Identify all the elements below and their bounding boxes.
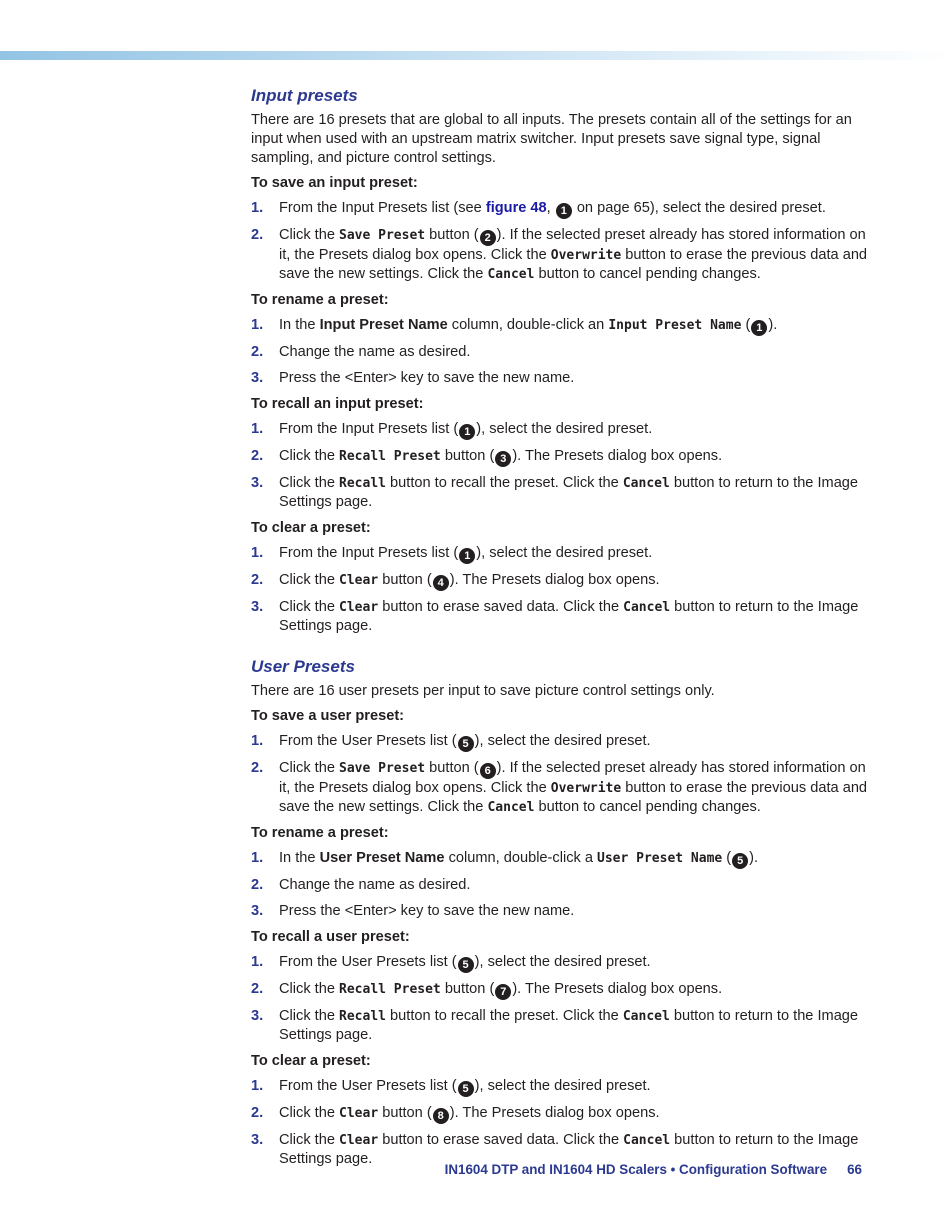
callout-6-icon: 6	[480, 763, 496, 779]
step-number: 3.	[251, 1008, 264, 1024]
clear-button-ref: Clear	[339, 573, 379, 588]
column-name: Input Preset Name	[319, 317, 448, 333]
step: 1. From the Input Presets list (see figure 48, 1 on page 65), select the desired preset.	[251, 200, 826, 217]
step-number: 2.	[251, 760, 264, 776]
callout-5-icon: 5	[458, 957, 474, 973]
step: 3. Click the Clear button to erase saved data. Click the Cancel button to return to the Image Settings page.	[251, 599, 859, 634]
step: 2. Click the Clear button ( 4 ). The Presets dialog box opens.	[251, 572, 660, 589]
callout-1-icon: 1	[459, 424, 475, 440]
step-number: 3.	[251, 903, 264, 919]
clear-button-ref: Clear	[339, 1106, 379, 1121]
step: 3. Click the Recall button to recall the preset. Click the Cancel button to return to the Image Settings page.	[251, 475, 859, 510]
step-number: 1.	[251, 1078, 264, 1094]
save-preset-button-ref: Save Preset	[339, 761, 426, 776]
steps-list	[251, 732, 871, 817]
step: 3. Press the <Enter> key to save the new name.	[251, 903, 575, 919]
step-number: 1.	[251, 200, 264, 216]
step: 2. Click the Save Preset button ( 6 ). If the selected preset already has stored information on it, the Presets dialog box opens. Click the Overwrite button to erase the previous data and save the new settings. Click the Cancel button to cancel pending changes.	[251, 760, 868, 815]
steps-list	[251, 849, 871, 921]
procedure-heading: To clear a preset:	[251, 1053, 371, 1069]
save-preset-button-ref: Save Preset	[339, 228, 426, 243]
recall-button-ref: Recall	[339, 476, 386, 491]
steps-list	[251, 316, 871, 388]
step-number: 1.	[251, 850, 264, 866]
section-intro: There are 16 presets that are global to all inputs. The presets contain all of the settings for an input when used with an upstream matrix switcher. Input presets save signal type, signal sampling, and picture control settings.	[251, 112, 852, 166]
step: 1. From the User Presets list ( 5 ), select the desired preset.	[251, 733, 651, 750]
step: 2. Change the name as desired.	[251, 877, 471, 893]
step-number: 1.	[251, 733, 264, 749]
step-number: 1.	[251, 421, 264, 437]
step-number: 2.	[251, 572, 264, 588]
step: 1. From the User Presets list ( 5 ), select the desired preset.	[251, 1078, 651, 1095]
overwrite-button-ref: Overwrite	[550, 248, 622, 263]
steps-list	[251, 544, 871, 636]
step: 3. Press the <Enter> key to save the new name.	[251, 370, 575, 386]
step: 3. Click the Clear button to erase saved data. Click the Cancel button to return to the Image Settings page.	[251, 1132, 859, 1167]
step: 1. In the User Preset Name column, double-click a User Preset Name ( 5 ).	[251, 850, 759, 867]
page-content	[251, 85, 871, 1176]
step: 1. From the User Presets list ( 5 ), select the desired preset.	[251, 954, 651, 971]
cancel-button-ref: Cancel	[622, 1009, 670, 1024]
cancel-button-ref: Cancel	[622, 476, 670, 491]
procedure-heading: To rename a preset:	[251, 825, 389, 841]
section-title-input-presets: Input presets	[251, 86, 358, 105]
user-preset-name-ref: User Preset Name	[597, 851, 723, 866]
callout-1-icon: 1	[459, 548, 475, 564]
figure-48-link[interactable]: figure 48	[485, 200, 547, 216]
step-number: 2.	[251, 344, 264, 360]
step: 2. Click the Clear button ( 8 ). The Presets dialog box opens.	[251, 1105, 660, 1122]
step-number: 2.	[251, 981, 264, 997]
callout-1-icon: 1	[751, 320, 767, 336]
step-number: 3.	[251, 1132, 264, 1148]
cancel-button-ref: Cancel	[623, 1133, 671, 1148]
footer-title: IN1604 DTP and IN1604 HD Scalers • Configuration Software	[444, 1162, 828, 1177]
recall-preset-button-ref: Recall Preset	[339, 449, 441, 464]
step: 2. Click the Recall Preset button ( 3 ). The Presets dialog box opens.	[251, 448, 723, 465]
callout-7-icon: 7	[495, 984, 511, 1000]
callout-2-icon: 2	[480, 230, 496, 246]
step-number: 2.	[251, 1105, 264, 1121]
step: 1. From the Input Presets list ( 1 ), select the desired preset.	[251, 421, 653, 438]
callout-5-icon: 5	[458, 736, 474, 752]
callout-3-icon: 3	[495, 451, 511, 467]
step: 1. From the Input Presets list ( 1 ), select the desired preset.	[251, 545, 653, 562]
step-number: 1.	[251, 317, 264, 333]
cancel-button-ref: Cancel	[487, 800, 535, 815]
input-preset-name-ref: Input Preset Name	[608, 318, 742, 333]
recall-button-ref: Recall	[339, 1009, 386, 1024]
header-gradient-bar	[0, 51, 950, 60]
step-number: 3.	[251, 475, 264, 491]
step-number: 3.	[251, 599, 264, 615]
callout-5-icon: 5	[458, 1081, 474, 1097]
step: 2. Click the Recall Preset button ( 7 ). The Presets dialog box opens.	[251, 981, 723, 998]
clear-button-ref: Clear	[339, 1133, 379, 1148]
procedure-heading: To rename a preset:	[251, 292, 389, 308]
procedure-heading: To recall a user preset:	[251, 929, 410, 945]
step: 1. In the Input Preset Name column, double-click an Input Preset Name ( 1 ).	[251, 317, 778, 334]
clear-button-ref: Clear	[339, 600, 379, 615]
step-number: 2.	[251, 448, 264, 464]
callout-5-icon: 5	[732, 853, 748, 869]
recall-preset-button-ref: Recall Preset	[339, 982, 441, 997]
steps-list	[251, 199, 871, 284]
cancel-button-ref: Cancel	[487, 267, 535, 282]
step-number: 2.	[251, 227, 264, 243]
callout-1-icon: 1	[556, 203, 572, 219]
section-title-user-presets: User Presets	[251, 657, 355, 676]
step-number: 3.	[251, 370, 264, 386]
section-intro: There are 16 user presets per input to save picture control settings only.	[251, 683, 715, 699]
page-number: 66	[847, 1162, 862, 1177]
steps-list	[251, 953, 871, 1045]
steps-list	[251, 420, 871, 512]
steps-list	[251, 1077, 871, 1169]
callout-8-icon: 8	[433, 1108, 449, 1124]
cancel-button-ref: Cancel	[623, 600, 671, 615]
procedure-heading: To save an input preset:	[251, 175, 418, 191]
column-name: User Preset Name	[319, 850, 445, 866]
step: 2. Click the Save Preset button ( 2 ). If the selected preset already has stored information on it, the Presets dialog box opens. Click the Overwrite button to erase the previous data and save the new settings. Click the Cancel button to cancel pending changes.	[251, 227, 868, 282]
step-number: 1.	[251, 545, 264, 561]
overwrite-button-ref: Overwrite	[550, 781, 622, 796]
step: 2. Change the name as desired.	[251, 344, 471, 360]
procedure-heading: To clear a preset:	[251, 520, 371, 536]
step: 3. Click the Recall button to recall the preset. Click the Cancel button to return to the Image Settings page.	[251, 1008, 859, 1043]
step-number: 2.	[251, 877, 264, 893]
page-footer	[0, 1162, 862, 1177]
step-number: 1.	[251, 954, 264, 970]
procedure-heading: To recall an input preset:	[251, 396, 424, 412]
callout-4-icon: 4	[433, 575, 449, 591]
procedure-heading: To save a user preset:	[251, 708, 405, 724]
